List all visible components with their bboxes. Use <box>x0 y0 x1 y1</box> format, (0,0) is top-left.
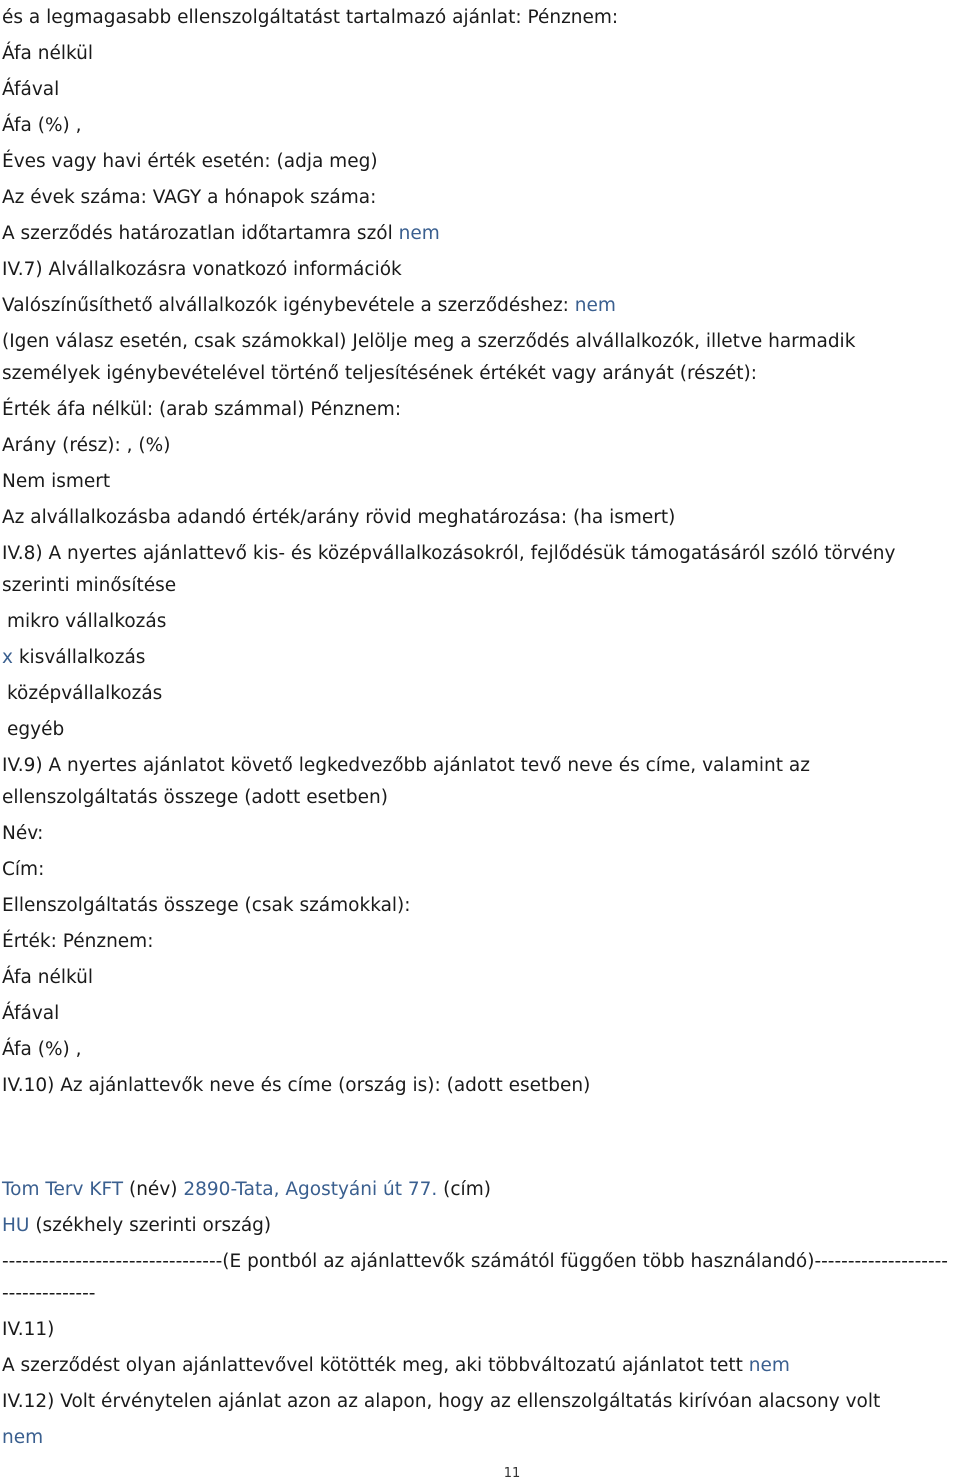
field-value: nem <box>2 1427 44 1448</box>
text-line: Ellenszolgáltatás összege (csak számokkal): <box>2 895 411 916</box>
document-page <box>2 0 952 1456</box>
country-line <box>2 1208 952 1244</box>
text-line <box>2 1348 952 1384</box>
option-item: középvállalkozás <box>7 683 163 704</box>
option-item-selected <box>2 640 952 676</box>
field-label: (székhely szerinti ország) <box>29 1215 272 1236</box>
text-line: Érték: Pénznem: <box>2 931 154 952</box>
spacer <box>2 1104 952 1172</box>
section-heading: IV.10) Az ajánlattevők neve és címe (ország is): (adott esetben) <box>2 1075 591 1096</box>
text-line: Az alvállalkozásba adandó érték/arány rövid meghatározása: (ha ismert) <box>2 507 676 528</box>
field-value: nem <box>574 295 616 316</box>
option-item: mikro vállalkozás <box>7 611 167 632</box>
text-line: Érték áfa nélkül: (arab számmal) Pénznem: <box>2 399 402 420</box>
field-value: nem <box>748 1355 790 1376</box>
text-line: Arány (rész): , (%) <box>2 435 171 456</box>
section-heading: IV.8) A nyertes ajánlattevő kis- és középvállalkozásokról, fejlődésük támogatásáról szóló törvény szerinti minősítése <box>2 543 896 596</box>
section-heading: IV.9) A nyertes ajánlatot követő legkedvezőbb ajánlatot tevő neve és címe, valamint az ellenszolgáltatás összege (adott esetben) <box>2 755 810 808</box>
text-line: Áfával <box>2 79 60 100</box>
section-heading: IV.11) <box>2 1319 55 1340</box>
text-line: Az évek száma: VAGY a hónapok száma: <box>2 187 377 208</box>
page-number: 11 <box>503 1466 521 1481</box>
text-line <box>2 216 952 252</box>
text-line: Áfa (%) , <box>2 115 82 136</box>
text-line <box>2 288 952 324</box>
option-label: kisvállalkozás <box>18 647 146 668</box>
page-footer <box>0 1462 960 1481</box>
separator-note: ---------------------------------(E pontból az ajánlattevők számától függően több használandó)---------------------------------- <box>2 1251 948 1304</box>
text-line: Áfa nélkül <box>2 967 93 988</box>
text-line: és a legmagasabb ellenszolgáltatást tartalmazó ajánlat: Pénznem: <box>2 7 619 28</box>
section-heading: IV.7) Alvállalkozásra vonatkozó információk <box>2 259 402 280</box>
text-line: Nem ismert <box>2 471 111 492</box>
option-item: egyéb <box>7 719 65 740</box>
section-heading: IV.12) Volt érvénytelen ajánlat azon az alapon, hogy az ellenszolgáltatás kirívóan alacsony volt <box>2 1391 881 1412</box>
field-label: (cím) <box>437 1179 491 1200</box>
field-label: A szerződés határozatlan időtartamra szól <box>2 223 393 244</box>
bidder-name: Tom Terv KFT <box>2 1179 124 1200</box>
field-label: A szerződést olyan ajánlattevővel kötötték meg, aki többváltozatú ajánlatot tett <box>2 1355 743 1376</box>
text-line: Áfával <box>2 1003 60 1024</box>
bidder-address: 2890-Tata, Agostyáni út 77. <box>183 1179 438 1200</box>
text-line: Cím: <box>2 859 45 880</box>
text-line: Áfa (%) , <box>2 1039 82 1060</box>
text-line: Éves vagy havi érték esetén: (adja meg) <box>2 151 378 172</box>
text-paragraph: (Igen válasz esetén, csak számokkal) Jelölje meg a szerződés alvállalkozók, illetve harmadik személyek igénybevételével történő teljesítésének értékét vagy arányát (részét): <box>2 331 856 384</box>
text-line: Áfa nélkül <box>2 43 93 64</box>
field-value: nem <box>398 223 440 244</box>
selection-mark: x <box>2 647 13 668</box>
field-label: Valószínűsíthető alvállalkozók igénybevétele a szerződéshez: <box>2 295 569 316</box>
field-label: (név) <box>123 1179 184 1200</box>
bidder-country: HU <box>2 1215 30 1236</box>
bidder-line <box>2 1172 952 1208</box>
text-line: Név: <box>2 823 44 844</box>
